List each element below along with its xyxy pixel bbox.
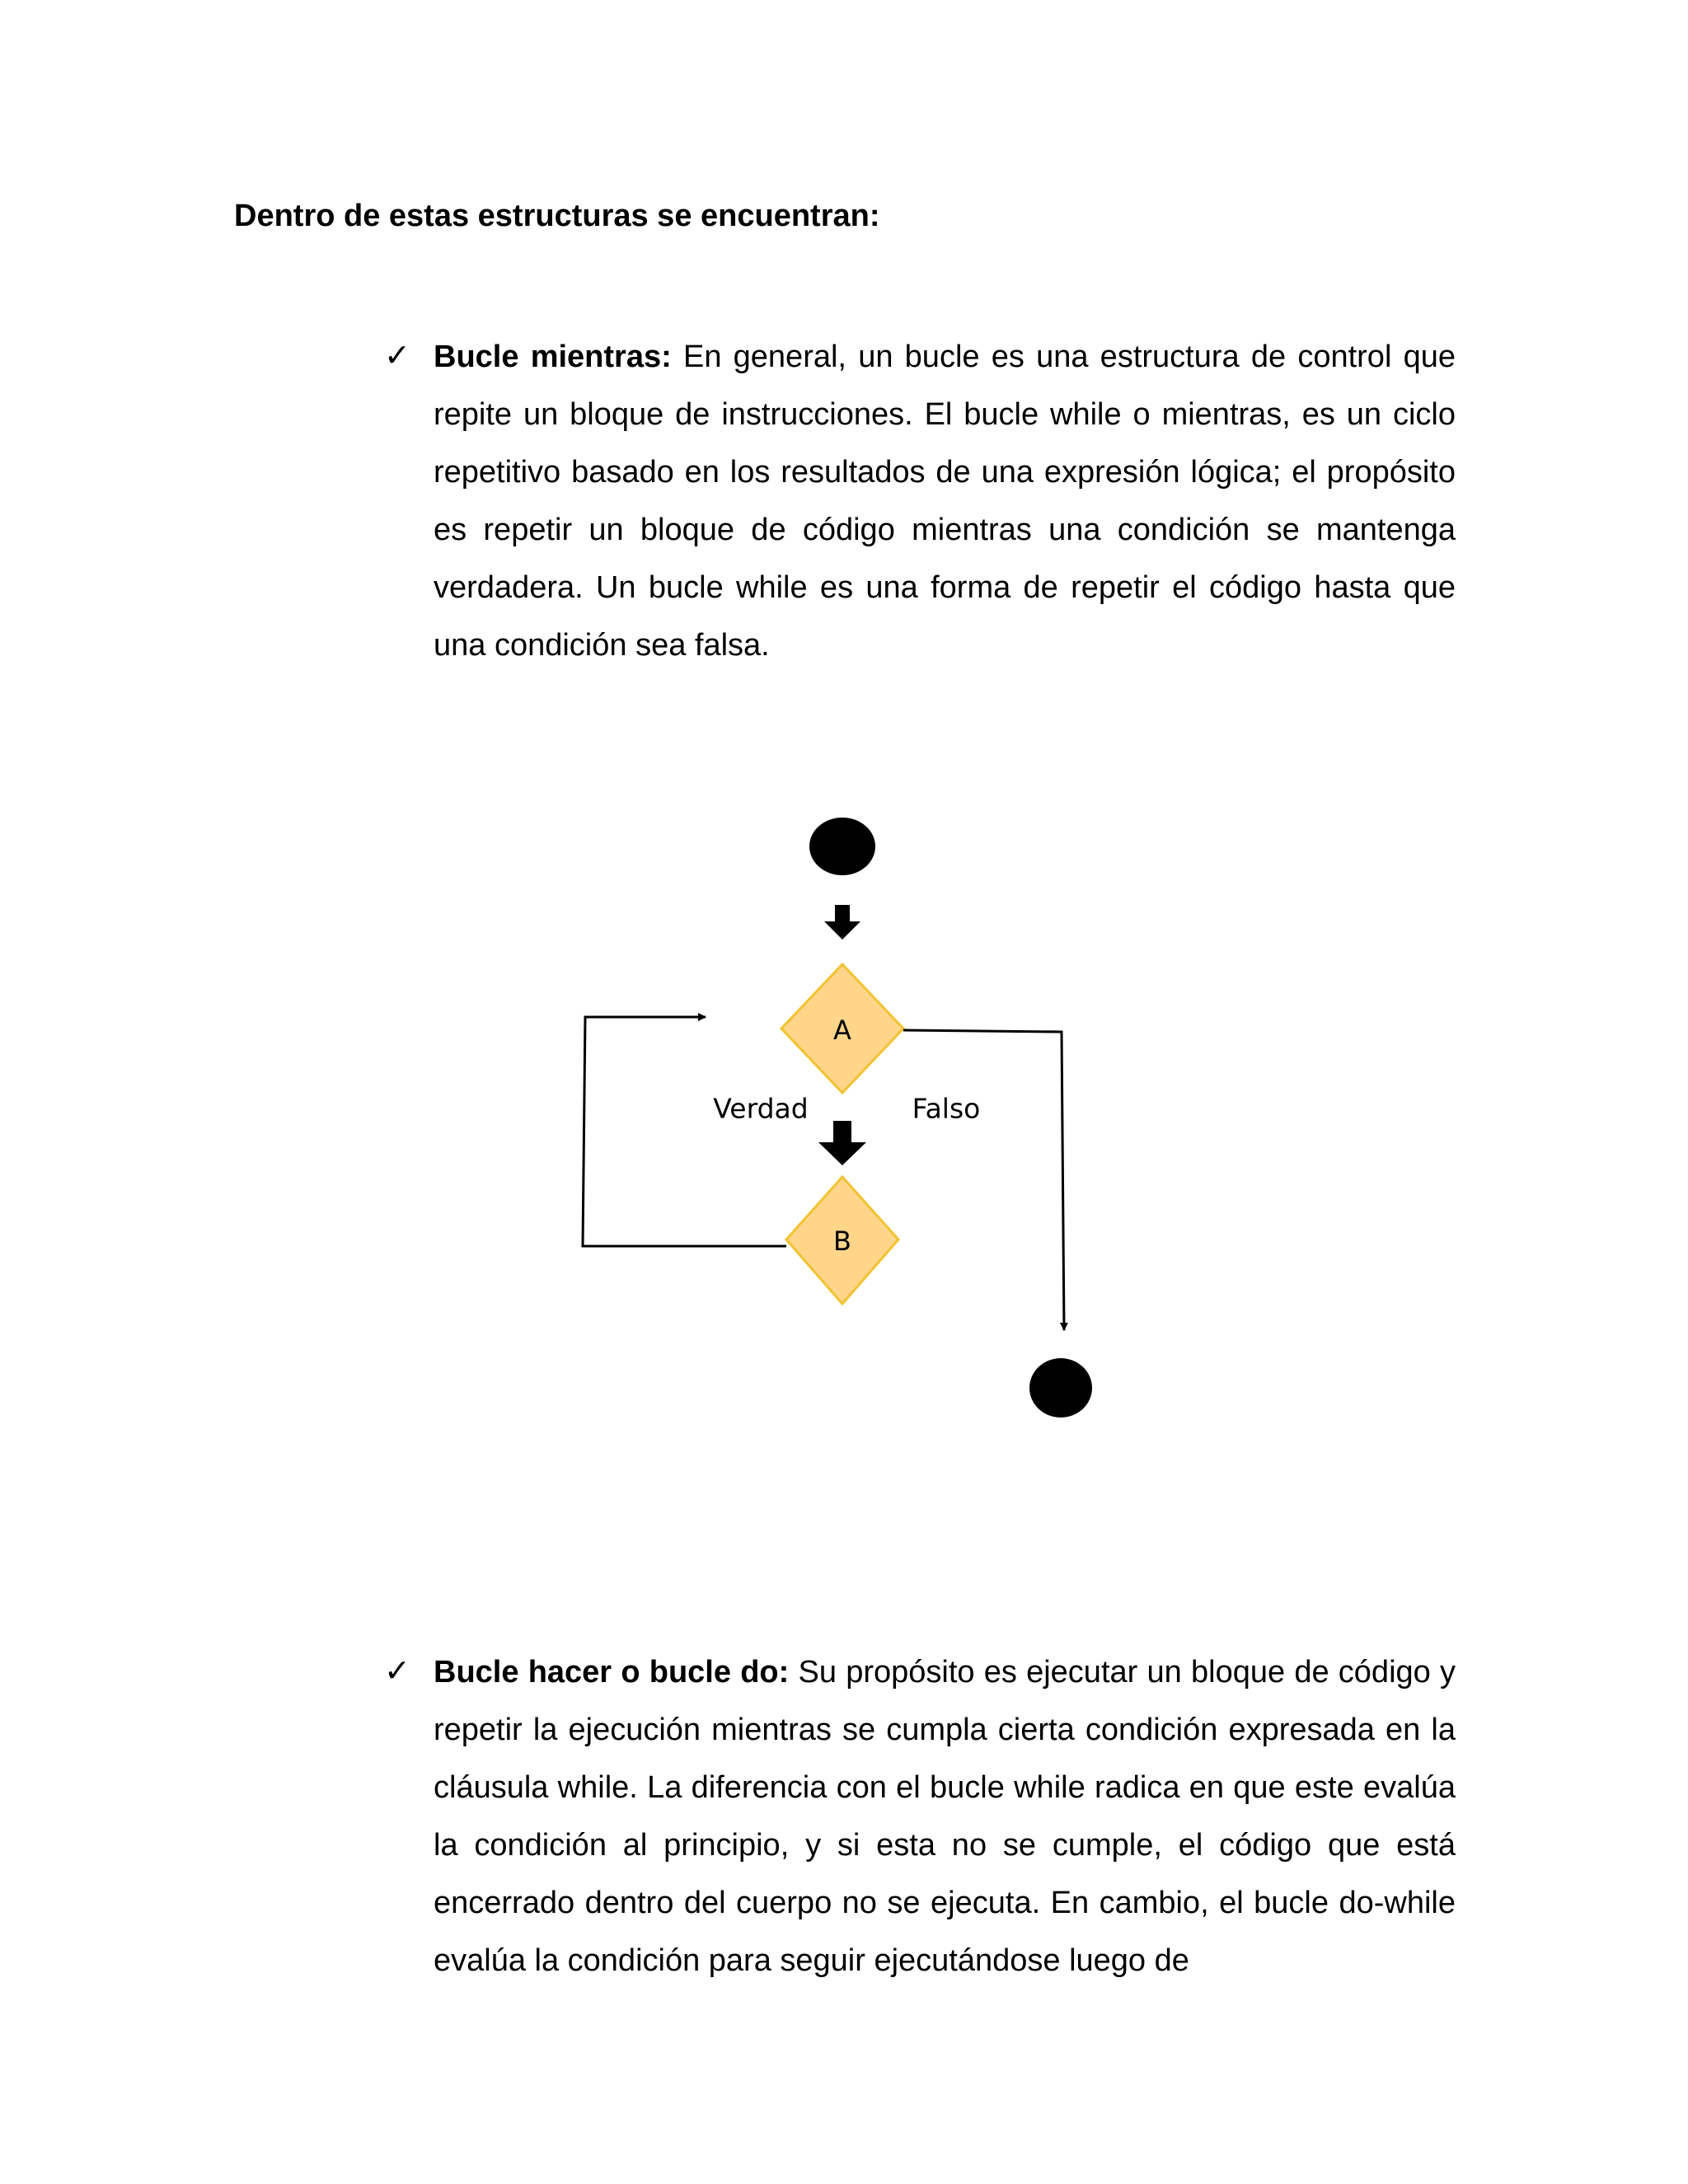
paragraph-body: En general, un bucle es una estructura de control que repite un bloque de instrucciones. El bucle while o mientras, es un ciclo repetitivo basado en los resultados de una expresión lógica; el propósito es repetir un bloque de código mientras una condición se mantenga verdadera. Un bucle while es una forma de repetir el código hasta que una condición sea falsa. xyxy=(434,340,1456,663)
paragraph-title: Bucle hacer o bucle do: xyxy=(434,1655,790,1690)
end-node xyxy=(1029,1358,1092,1418)
decision-node-a-label: A xyxy=(833,1015,851,1046)
section-heading: Dentro de estas estructuras se encuentran: xyxy=(234,199,880,233)
checkmark-icon: ✓ xyxy=(384,1654,410,1689)
down-arrow-icon xyxy=(818,1121,866,1165)
paragraph-title: Bucle mientras: xyxy=(434,340,672,374)
true-branch-label: Verdad xyxy=(713,1092,809,1125)
start-node xyxy=(809,818,875,875)
paragraph-bucle-mientras xyxy=(434,328,1456,674)
down-arrow-icon xyxy=(824,905,860,940)
false-branch-label: Falso xyxy=(912,1092,981,1125)
checkmark-icon: ✓ xyxy=(384,339,410,373)
paragraph-bucle-do xyxy=(434,1643,1456,1990)
while-loop-flowchart xyxy=(0,791,1688,1434)
decision-node-b-label: B xyxy=(833,1226,851,1257)
paragraph-body: Su propósito es ejecutar un bloque de código y repetir la ejecución mientras se cumpla cierta condición expresada en la cláusula while. La diferencia con el bucle while radica en que este evalúa la condición al principio, y si esta no se cumple, el código que está encerrado dentro del cuerpo no se ejecuta. En cambio, el bucle do-while evalúa la condición para seguir ejecutándose luego de xyxy=(434,1655,1456,1978)
false-connector xyxy=(903,1030,1064,1330)
loop-back-connector xyxy=(583,1017,786,1246)
